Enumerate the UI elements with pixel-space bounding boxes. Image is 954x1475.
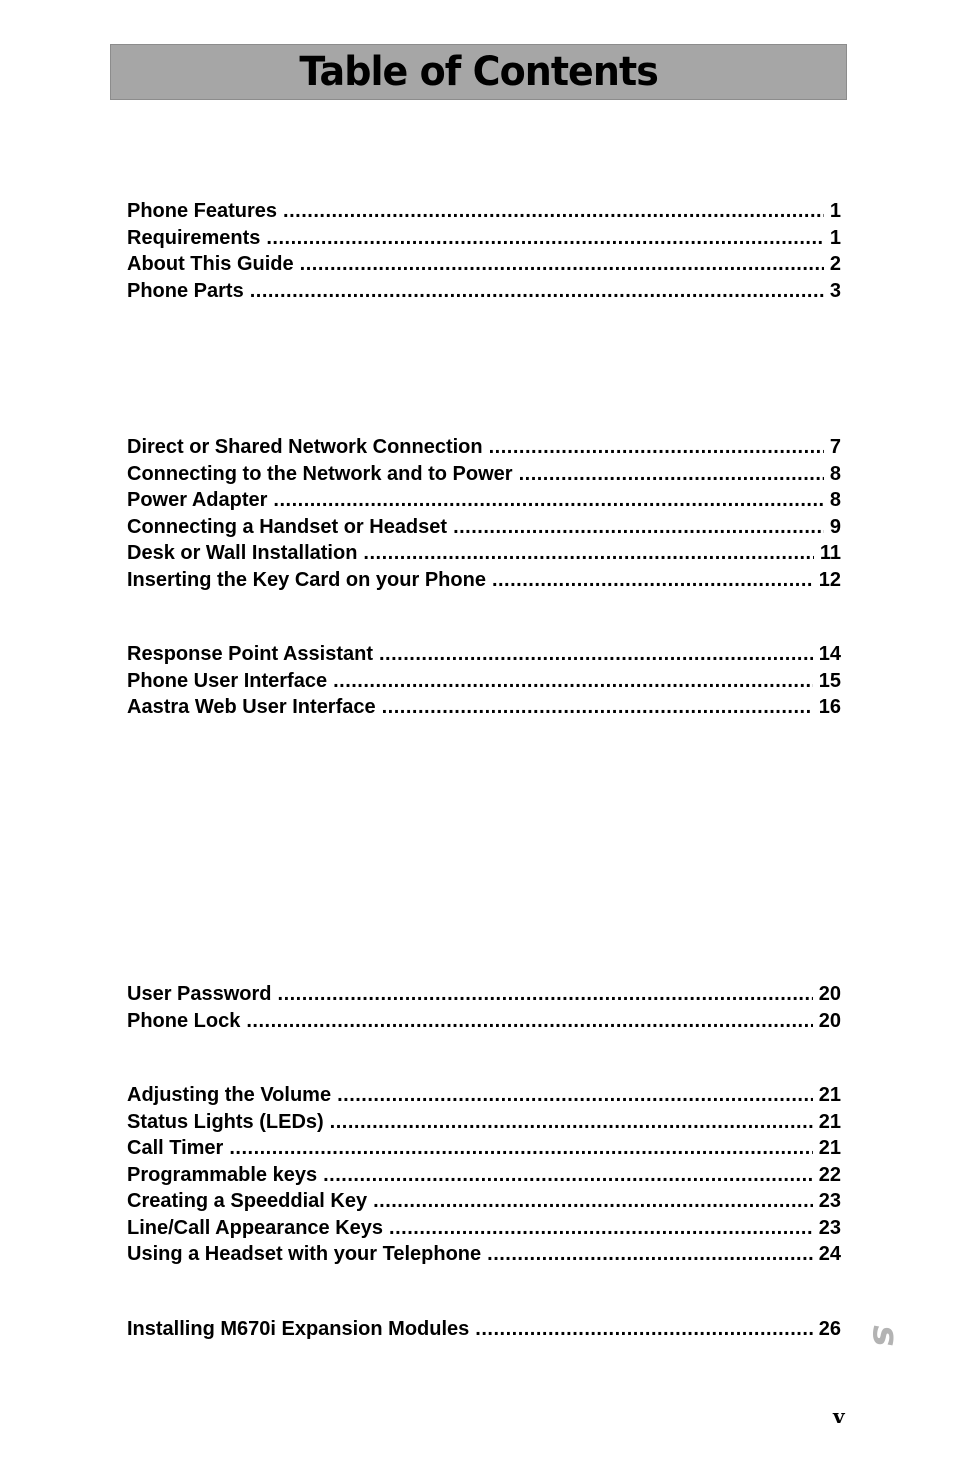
toc-entry[interactable] [127,694,841,721]
toc-group-installation [127,434,841,593]
toc-entry-page: 23 [818,1190,841,1212]
toc-group-expansion [127,1316,841,1343]
toc-entry[interactable] [127,567,841,594]
toc-entry[interactable] [127,225,841,252]
toc-entry-page: 1 [829,200,841,222]
toc-entry[interactable] [127,514,841,541]
dot-leader [475,1316,812,1343]
toc-entry-page: 8 [829,489,841,511]
toc-entry-page: 7 [829,436,841,458]
toc-entry-label: User Password [127,983,272,1005]
toc-entry-page: 24 [818,1243,841,1265]
dot-leader [250,278,824,305]
toc-entry[interactable] [127,1135,841,1162]
toc-entry-page: 3 [829,279,841,302]
toc-entry-page: 21 [818,1137,841,1159]
toc-entry-page: 2 [829,253,841,275]
dot-leader [229,1135,812,1162]
toc-entry-label: Using a Headset with your Telephone [127,1243,482,1265]
dot-leader [519,461,824,488]
toc-entry-label: Response Point Assistant [127,643,373,665]
toc-entry-label: Programmable keys [127,1163,318,1186]
toc-entry-label: Desk or Wall Installation [127,542,358,564]
toc-entry-page: 23 [818,1216,841,1239]
toc-entry-label: Line/Call Appearance Keys [127,1216,384,1239]
page-title: Table of Contents [299,49,658,95]
toc-entry-label: Status Lights (LEDs) [127,1110,324,1133]
dot-leader [333,668,813,695]
toc-entry[interactable] [127,1215,841,1242]
toc-entry-label: Connecting a Handset or Headset [127,515,448,538]
dot-leader [283,198,824,225]
toc-entry-page: 20 [818,983,841,1005]
side-tab-marker: s [864,1325,906,1347]
dot-leader [373,1188,813,1215]
toc-group-intro [127,198,841,304]
toc-entry[interactable] [127,1188,841,1215]
toc-entry[interactable] [127,981,841,1008]
toc-entry-page: 21 [818,1084,841,1106]
toc-entry-label: Aastra Web User Interface [127,696,376,718]
toc-entry-label: Adjusting the Volume [127,1084,332,1106]
page-number: v [833,1404,845,1428]
toc-entry[interactable] [127,1109,841,1136]
toc-entry-page: 16 [818,696,841,718]
dot-leader [300,251,824,278]
dot-leader [246,1008,812,1035]
toc-entry-page: 9 [829,515,841,538]
dot-leader [323,1162,813,1189]
dot-leader [389,1215,813,1242]
toc-entry-label: Connecting to the Network and to Power [127,462,513,485]
toc-entry-page: 15 [818,669,841,692]
toc-entry-label: Phone Lock [127,1009,241,1032]
dot-leader [489,434,824,461]
dot-leader [337,1082,813,1109]
toc-entry[interactable] [127,1008,841,1035]
dot-leader [379,641,813,668]
dot-leader [266,225,824,252]
toc-entry-label: Inserting the Key Card on your Phone [127,568,486,591]
toc-entry-label: Phone User Interface [127,669,328,692]
dot-leader [363,540,813,567]
dot-leader [382,694,813,721]
dot-leader [278,981,813,1008]
toc-group-security [127,981,841,1034]
title-bar [110,44,847,100]
toc-entry[interactable] [127,461,841,488]
dot-leader [487,1241,813,1268]
toc-entry[interactable] [127,1082,841,1109]
dot-leader [453,514,824,541]
toc-entry-label: Creating a Speeddial Key [127,1190,368,1212]
dot-leader [492,567,813,594]
toc-entry-label: Installing M670i Expansion Modules [127,1318,470,1340]
toc-entry[interactable] [127,641,841,668]
toc-entry-label: About This Guide [127,253,294,275]
toc-entry[interactable] [127,251,841,278]
toc-entry-page: 11 [819,542,841,564]
toc-entry-page: 1 [829,226,841,249]
toc-entry-page: 8 [829,462,841,485]
toc-entry[interactable] [127,1241,841,1268]
toc-entry-page: 21 [818,1110,841,1133]
toc-entry-page: 20 [818,1009,841,1032]
dot-leader [330,1109,813,1136]
toc-entry-label: Requirements [127,226,261,249]
toc-entry[interactable] [127,668,841,695]
toc-entry-page: 12 [818,568,841,591]
toc-entry-page: 22 [818,1163,841,1186]
toc-entry[interactable] [127,198,841,225]
toc-entry-page: 14 [818,643,841,665]
toc-entry[interactable] [127,278,841,305]
toc-entry-label: Call Timer [127,1137,224,1159]
toc-entry[interactable] [127,1316,841,1343]
toc-group-features [127,1082,841,1268]
dot-leader [273,487,823,514]
toc-entry[interactable] [127,434,841,461]
toc-entry-label: Direct or Shared Network Connection [127,436,483,458]
toc-entry-label: Phone Parts [127,279,244,302]
toc-entry-page: 26 [818,1318,841,1340]
toc-entry[interactable] [127,487,841,514]
toc-entry[interactable] [127,1162,841,1189]
toc-entry[interactable] [127,540,841,567]
toc-group-interfaces [127,641,841,721]
toc-entry-label: Phone Features [127,200,278,222]
toc-entry-label: Power Adapter [127,489,268,511]
